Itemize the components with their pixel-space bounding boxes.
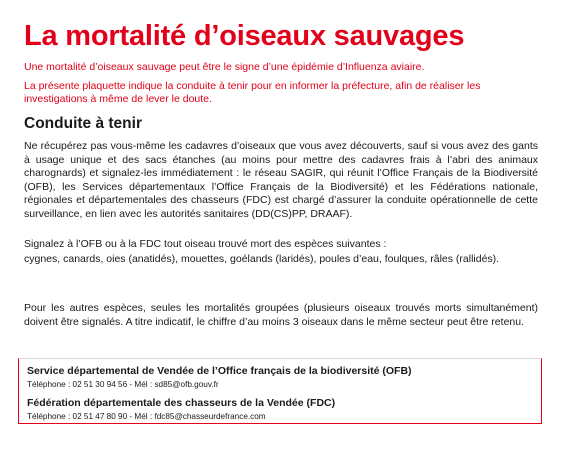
- paragraph-instructions: Ne récupérez pas vous-même les cadavres d’oiseaux que vous avez découverts, sauf si vous avez des gants à usage unique et des sacs étanches (au moins pour mettre des cadavres frais à l’abri des animaux charognards) et signalez-les immédiatement : le réseau SAGIR, qui réunit l’Office Français de la Biodiversité (OFB), les Services départementaux l’Office Français de la Biodiversité) et les Fédérations nationale, régionales et départementales des chasseurs (FDC) est chargé d’assurer la conduite opérationnelle de cette surveillance, en lien avec les autorités sanitaires (DD(CS)PP, DRAAF).: [24, 140, 538, 220]
- section-title: Conduite à tenir: [24, 115, 142, 132]
- paragraph-other-species: Pour les autres espèces, seules les mortalités groupées (plusieurs oiseaux trouvés morts simultanément) doivent être signalés. A titre indicatif, le chiffre d’au moins 3 oiseaux dans le même secteur peut être retenu.: [24, 302, 538, 328]
- contact-fdc-info: Téléphone : 02 51 47 80 90 - Mél : fdc85@chasseurdefrance.com: [27, 412, 266, 421]
- contact-ofb-name: Service départemental de Vendée de l’Office français de la biodiversité (OFB): [27, 365, 412, 377]
- contact-fdc-name: Fédération départementale des chasseurs de la Vendée (FDC): [27, 397, 336, 409]
- paragraph-species-list: cygnes, canards, oies (anatidés), mouettes, goélands (laridés), poules d’eau, foulques, râles (rallidés).: [24, 253, 500, 265]
- paragraph-report-species: Signalez à l’OFB ou à la FDC tout oiseau trouvé mort des espèces suivantes :: [24, 238, 387, 250]
- contact-ofb-info: Téléphone : 02 51 30 94 56 - Mél : sd85@ofb.gouv.fr: [27, 380, 219, 389]
- intro-text-1: Une mortalité d’oiseaux sauvage peut être le signe d’une épidémie d’Influenza aviaire.: [24, 61, 425, 73]
- intro-text-2: La présente plaquette indique la conduite à tenir pour en informer la préfecture, afin de réaliser les investigations à même de lever le doute.: [24, 80, 481, 105]
- page-title: La mortalité d’oiseaux sauvages: [24, 20, 465, 52]
- contacts-box: [18, 358, 542, 424]
